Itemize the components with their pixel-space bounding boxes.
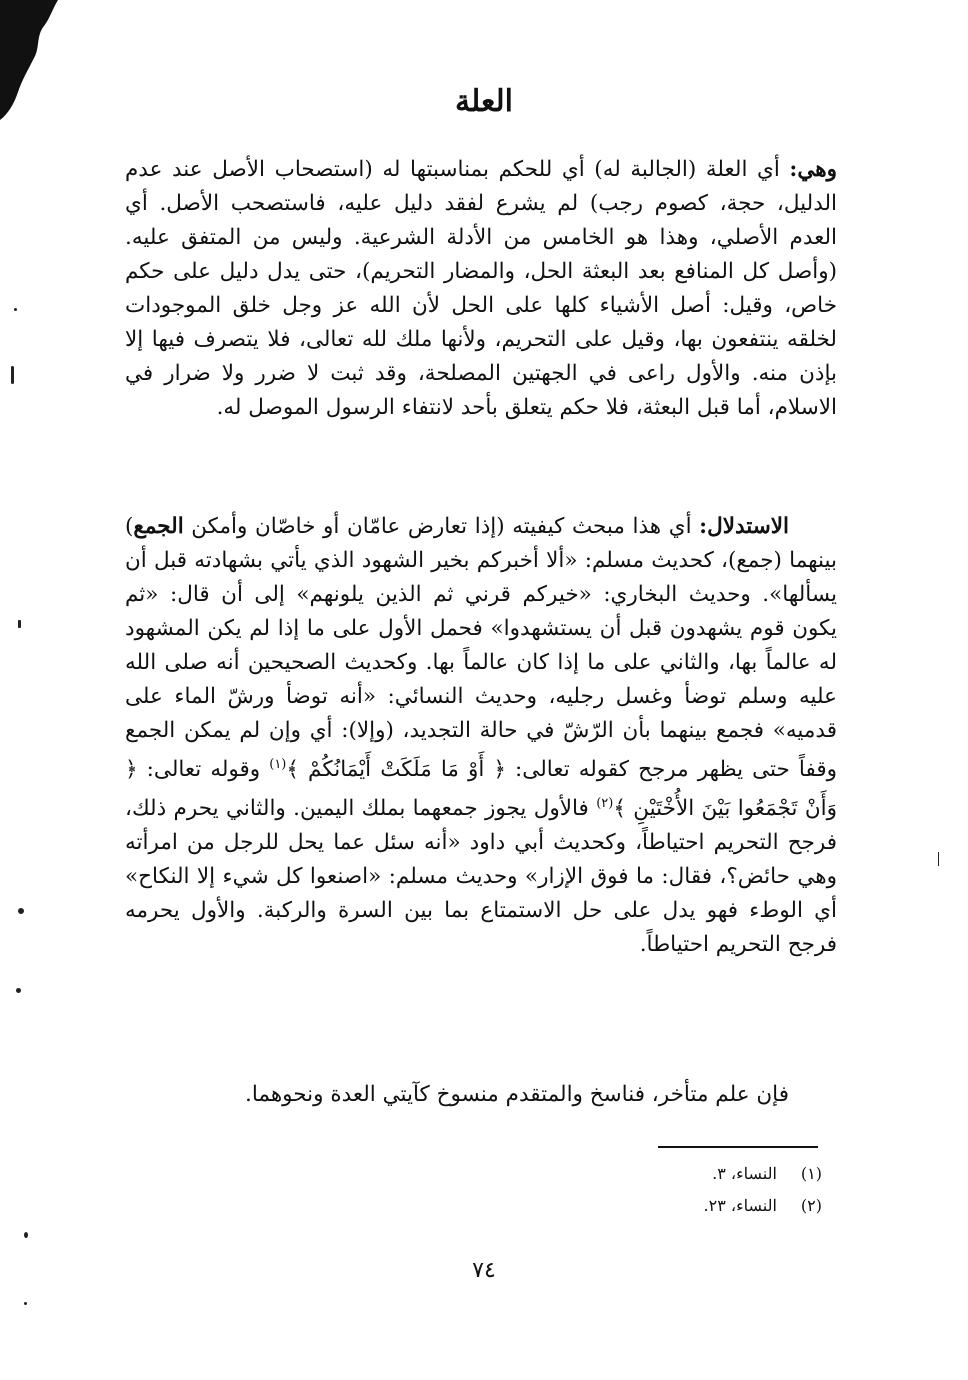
- paragraph-text: أي هذا مبحث كيفيته (إذا تعارض عامّان أو خاصّان وأمكن: [183, 514, 700, 539]
- paragraph-text: أي العلة (الجالبة له) أي للحكم بمناسبتها له (استصحاب الأصل عند عدم الدليل، حجة، كصوم رجب) لم يشرع لفقد دليل عليه، فاستصحب الأصل. أي العدم الأصلي، وهذا هو الخامس من الأدلة الشرعية. وليس من المتفق عليه. (وأصل كل المنافع بعد البعثة الحل، والمضار التحريم)، حتى يدل دليل على حكم خاص، وقيل: أصل الأشياء كلها على الحل لأن الله عز وجل خلق الموجودات لخلقه ينتفعون بها، وقيل على التحريم، ولأنها ملك لله تعالى، فلا يتصرف فيها إلا بإذن منه. والأول راعى في الجهتين المصلحة، وقد ثبت لا ضرر ولا ضرار في الاسلام، أما قبل البعثة، فلا حكم يتعلق بأحد لانتفاء الرسول الموصل له.: [125, 157, 837, 420]
- scan-speck: [938, 852, 939, 866]
- footnote-text: النساء، ٢٣.: [703, 1196, 777, 1215]
- paragraph-text: فإن علم متأخر، فناسخ والمتقدم منسوخ كآيتي العدة ونحوهما.: [245, 1082, 789, 1107]
- scan-speck: [18, 908, 24, 914]
- scan-speck: [14, 308, 17, 311]
- scan-speck: [16, 988, 21, 993]
- paragraph-naskh: [125, 1078, 837, 1112]
- footnote-item: [560, 1190, 822, 1222]
- footnote-divider: [658, 1146, 818, 1148]
- scan-speck: [24, 1302, 27, 1305]
- scan-speck: [18, 620, 21, 628]
- paragraph-illa: [125, 153, 837, 425]
- paragraph-lead: الاستدلال:: [699, 514, 789, 539]
- footnote-item: [560, 1158, 822, 1190]
- footnote-ref-1: (١): [269, 757, 287, 772]
- paragraph-text: ) بينهما (جمع)، كحديث مسلم: «ألا أخبركم بخير الشهود الذي يأتي بشهادته قبل أن يسألها». وحديث البخاري: «خيركم قرني ثم الذين يلونهم» إلى أن قال: «ثم يكون قوم يشهدون قبل أن يستشهدوا» فحمل الأول على ما إذا لم يكن المشهود له عالماً بها، والثاني على ما إذا كان عالماً بها. وكحديث الصحيحين أنه صلى الله عليه وسلم توضأ وغسل رجليه، وحديث النسائي: «أنه توضأ ورشّ الماء على قدميه» فجمع بينهما بأن الرّشّ في حالة التجديد، (وإلا): أي وإن لم يمكن الجمع وقفاً حتى يظهر مرجح كقوله تعالى: ﴿ أَوْ مَا مَلَكَتْ أَيْمَانُكُمْ ﴾: [125, 514, 837, 783]
- paragraph-istidlal: [125, 510, 837, 962]
- paragraph-lead: وهي:: [789, 157, 837, 182]
- footnote-ref-2: (٢): [596, 796, 614, 812]
- scan-speck: [11, 366, 14, 384]
- paragraph-text: وقوله تعالى: ﴿ وَأَنْ تَجْمَعُوا بَيْنَ الأُخْتَيْنِ ﴾: [125, 757, 837, 822]
- footnotes: [560, 1158, 822, 1222]
- page-title: العلة: [455, 84, 513, 119]
- scan-speck: [24, 1232, 28, 1238]
- page-number: ٧٤: [472, 1258, 496, 1283]
- paragraph-text: فالأول يجوز جمعهما بملك اليمين. والثاني يحرم ذلك، فرجح التحريم احتياطاً، وكحديث أبي داود «أنه سئل عما يحل للرجل من امرأته وهي حائض؟، فقال: ما فوق الإزار» وحديث مسلم: «اصنعوا كل شيء إلا النكاح» أي الوطء فهو يدل على حل الاستمتاع بما بين السرة والركبة. والأول يحرمه فرجح التحريم احتياطاً.: [125, 796, 837, 958]
- paragraph-keyword: الجمع: [133, 514, 184, 539]
- footnote-number: (١): [800, 1164, 822, 1183]
- footnote-number: (٢): [800, 1196, 822, 1215]
- footnote-text: النساء، ٣.: [712, 1164, 777, 1183]
